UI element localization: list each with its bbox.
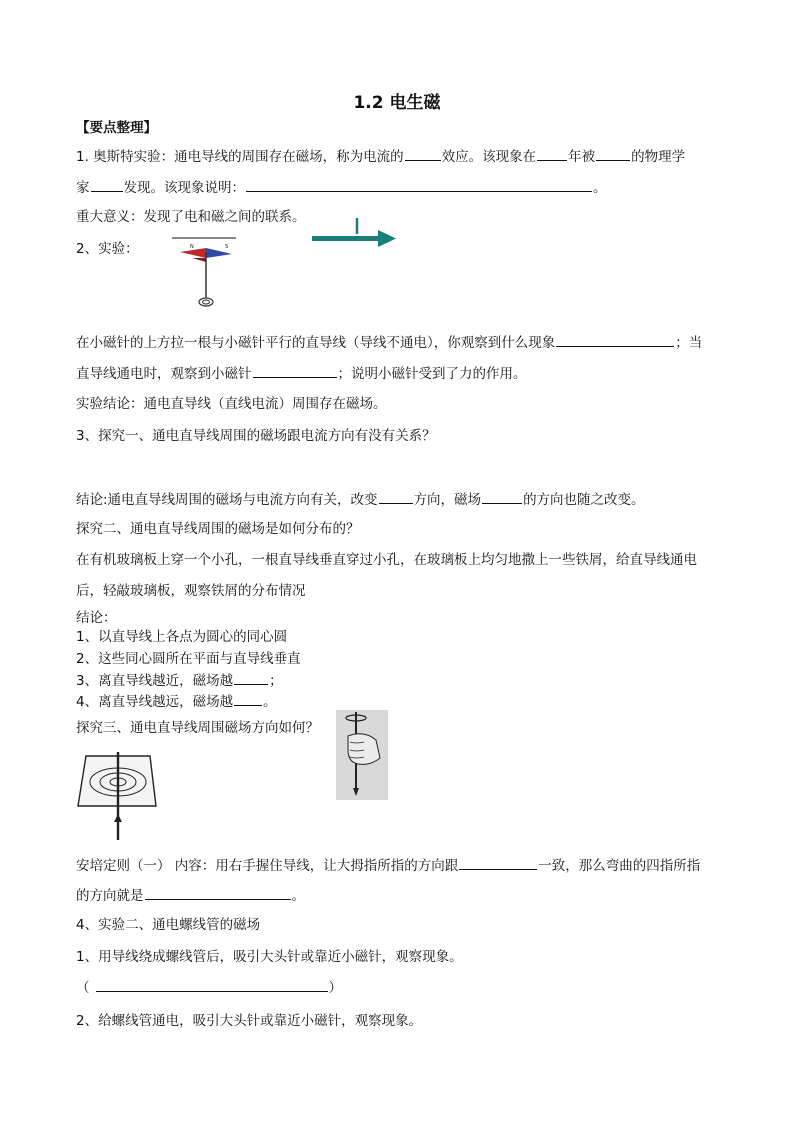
right-hand-grip-figure <box>336 710 388 800</box>
iron-filings-plate-figure <box>76 752 160 844</box>
blank-observation-off[interactable] <box>556 333 674 347</box>
blank-effect[interactable] <box>405 147 441 161</box>
line-conclusion: 实验结论：通电直导线（直线电流）周围存在磁场。 <box>76 396 387 412</box>
blank-thumb-direction[interactable] <box>459 856 537 870</box>
blank-country[interactable] <box>596 147 630 161</box>
line-experiment-label: 2、实验： <box>76 241 139 257</box>
line-explore-3: 探究三、通电直导线周围磁场方向如何？ <box>76 720 319 736</box>
conclusion-item-3: 3、离直导线越近，磁场越 ； <box>76 673 283 689</box>
line-explore-2: 探究二、通电直导线周围的磁场是如何分布的？ <box>76 521 360 537</box>
compass-needle-figure <box>166 232 242 312</box>
line-solenoid-1: 1、用导线绕成螺线管后，吸引大头针或靠近小磁针，观察现象。 <box>76 949 463 965</box>
line-observe-2: 直导线通电时，观察到小磁针 ；说明小磁针受到了力的作用。 <box>76 366 527 382</box>
line-observe-1: 在小磁针的上方拉一根与小磁针平行的直导线（导线不通电），你观察到什么现象 ；当 <box>76 335 703 351</box>
page-title: 1.2 电生磁 <box>353 93 441 113</box>
blank-observation-on[interactable] <box>253 364 337 378</box>
blank-solenoid-observation[interactable] <box>96 978 328 992</box>
line-experiment-2: 4、实验二、通电螺线管的磁场 <box>76 917 261 933</box>
line-answer-blank: （ ） <box>76 980 342 996</box>
blank-field-dir[interactable] <box>482 490 522 504</box>
label-n: N <box>190 244 194 250</box>
arrow-head <box>378 230 396 247</box>
line-oersted-2: 家 发现。该现象说明： 。 <box>76 180 607 196</box>
line-significance: 重大意义：发现了电和磁之间的联系。 <box>76 209 306 225</box>
conclusion-item-2: 2、这些同心圆所在平面与直导线垂直 <box>76 651 301 667</box>
blank-finger-direction[interactable] <box>145 886 291 900</box>
line-ampere-rule-1: 安培定则（一） 内容：用右手握住导线，让大拇指所指的方向跟 一致，那么弯曲的四指所指 <box>76 858 701 874</box>
blank-far-strength[interactable] <box>234 692 262 706</box>
line-oersted-1: 1. 奥斯特实验：通电导线的周围存在磁场，称为电流的 效应。该现象在 年被 的物理学 <box>76 149 686 165</box>
conclusion-item-1: 1、以直导线上各点为圆心的同心圆 <box>76 629 288 645</box>
stand-base-inner <box>203 300 210 304</box>
blank-scientist[interactable] <box>91 178 123 192</box>
arrow-shaft <box>312 236 380 241</box>
line-explore-2-method-1: 在有机玻璃板上穿一个小孔，一根直导线垂直穿过小孔，在玻璃板上均匀地撒上一些铁屑，给直导线通电 <box>76 552 697 568</box>
section-heading: 【要点整理】 <box>76 120 157 136</box>
line-explore-2-method-2: 后，轻敲玻璃板，观察铁屑的分布情况 <box>76 583 306 599</box>
current-arrow-figure <box>310 216 400 252</box>
current-arrow <box>114 814 122 822</box>
blank-near-strength[interactable] <box>234 671 268 685</box>
blank-explanation[interactable] <box>246 178 592 192</box>
blank-current-dir[interactable] <box>379 490 413 504</box>
conclusion-item-4: 4、离直导线越远，磁场越 。 <box>76 694 277 710</box>
label-s: S <box>225 244 229 250</box>
line-solenoid-2: 2、给螺线管通电，吸引大头针或靠近小磁针，观察现象。 <box>76 1013 423 1029</box>
line-explore-1: 3、探究一、通电直导线周围的磁场跟电流方向有没有关系？ <box>76 428 436 444</box>
line-ampere-rule-2: 的方向就是 。 <box>76 888 305 904</box>
blank-year[interactable] <box>537 147 567 161</box>
stand-base-outer <box>199 298 213 306</box>
line-conclusion-label: 结论： <box>76 610 117 626</box>
line-explore-1-conclusion: 结论:通电直导线周围的磁场与电流方向有关，改变 方向，磁场 的方向也随之改变。 <box>76 492 645 508</box>
